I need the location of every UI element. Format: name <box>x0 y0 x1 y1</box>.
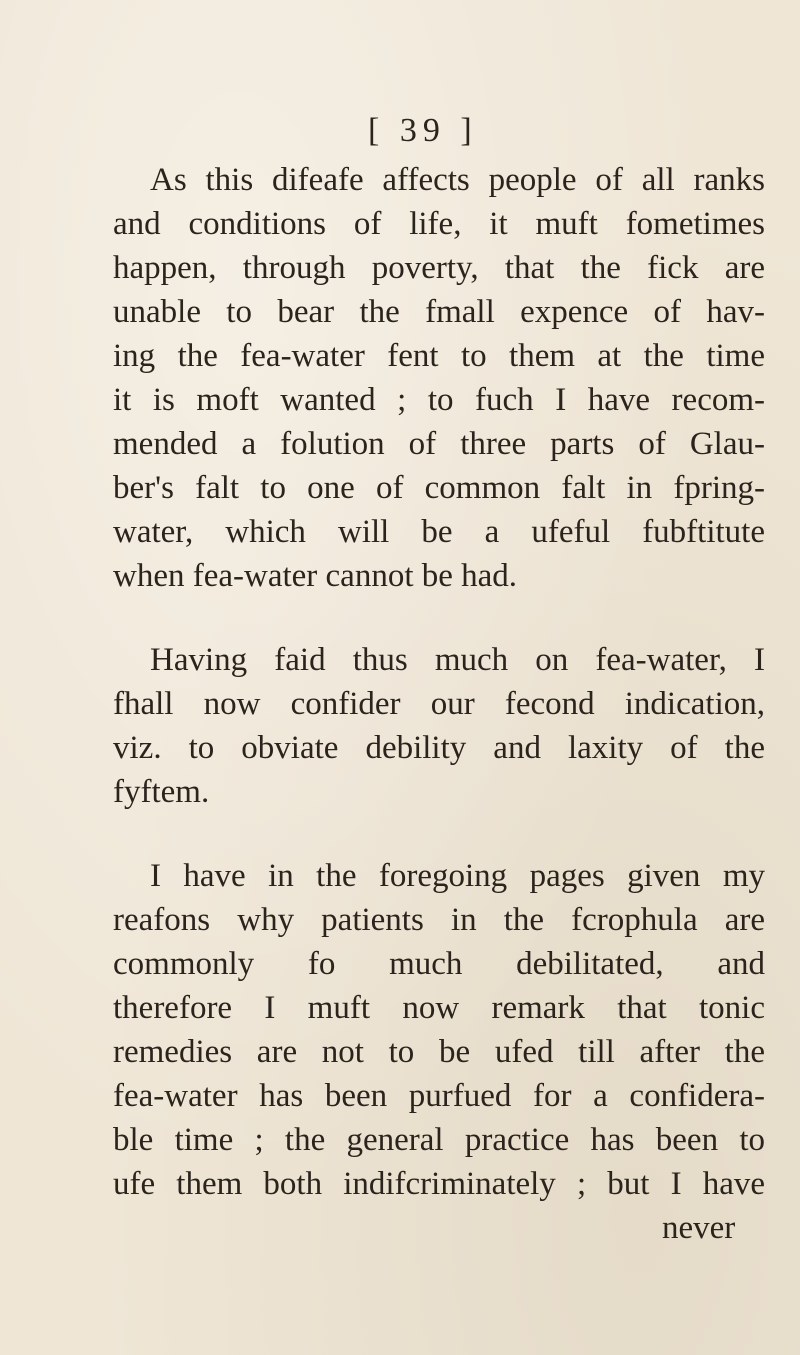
paragraph-1-line-9: water, which will be a ufeful fubftitute <box>113 514 765 550</box>
paragraph-1-line-6: it is moft wanted ; to fuch I have recom- <box>113 382 765 418</box>
paragraph-3-line-3: commonly fo much debilitated, and <box>113 946 765 982</box>
paragraph-2-line-4: fyftem. <box>113 774 210 810</box>
paragraph-1-line-10: when fea-water cannot be had. <box>113 558 518 594</box>
paragraph-3-line-1: I have in the foregoing pages given my <box>150 858 765 894</box>
paragraph-3-line-7: ble time ; the general practice has been to <box>113 1122 765 1158</box>
paragraph-1-line-3: happen, through poverty, that the fick are <box>113 250 765 286</box>
paragraph-2-line-3: viz. to obviate debility and laxity of the <box>113 730 765 766</box>
paragraph-3-line-2: reafons why patients in the fcrophula are <box>113 902 765 938</box>
paragraph-1-line-2: and conditions of life, it muft fometimes <box>113 206 765 242</box>
paragraph-3-line-4: therefore I muft now remark that tonic <box>113 990 765 1026</box>
catchword: never <box>662 1210 736 1246</box>
paragraph-1-line-4: unable to bear the fmall expence of hav- <box>113 294 765 330</box>
page-header: [ 39 ] <box>368 112 478 149</box>
paragraph-1-line-8: ber's falt to one of common falt in fpring- <box>113 470 765 506</box>
paragraph-1-line-7: mended a folution of three parts of Glau- <box>113 426 765 462</box>
paragraph-3-line-5: remedies are not to be ufed till after the <box>113 1034 765 1070</box>
paragraph-2-line-2: fhall now confider our fecond indication, <box>113 686 765 722</box>
paragraph-3-line-8: ufe them both indifcriminately ; but I have <box>113 1166 765 1202</box>
paragraph-1-line-5: ing the fea-water fent to them at the time <box>113 338 765 374</box>
paragraph-1-line-1: As this difeafe affects people of all ranks <box>150 162 765 198</box>
paragraph-3-line-6: fea-water has been purfued for a confidera- <box>113 1078 765 1114</box>
paragraph-2-line-1: Having faid thus much on fea-water, I <box>150 642 765 678</box>
